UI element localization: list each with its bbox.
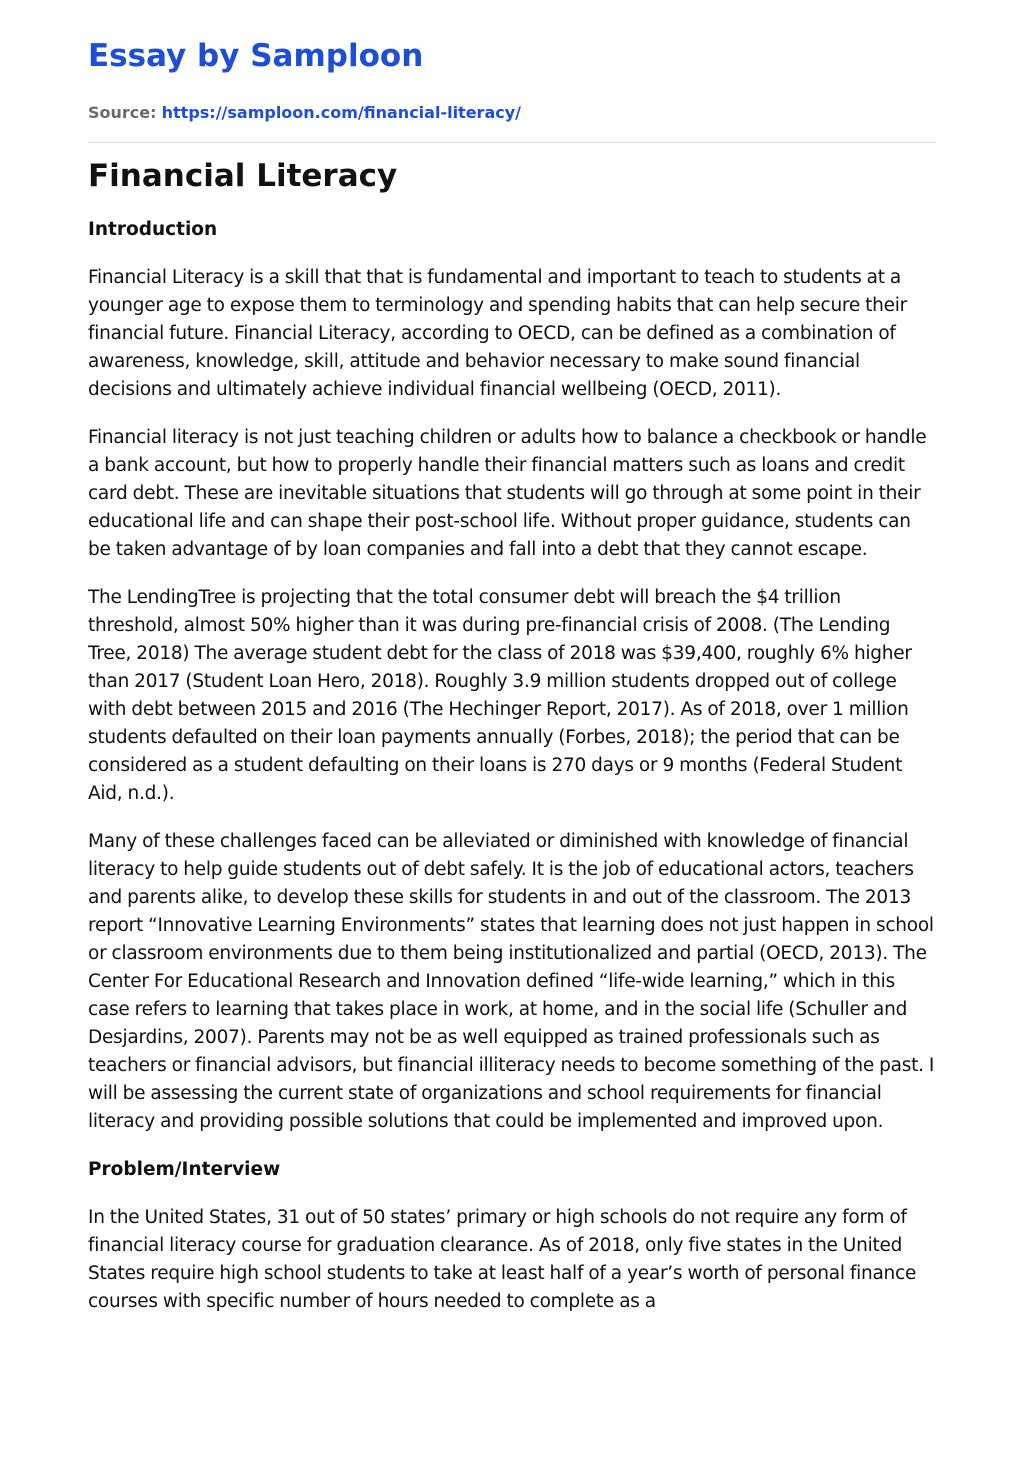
paragraph: In the United States, 31 out of 50 states’ primary or high schools do not require any form of financial literacy course for graduation clearance. As of 2018, only five states in the United States require high school students to take at least half of a year’s worth of personal finance courses with specific number of hours needed to complete as a	[88, 1207, 917, 1312]
source-link[interactable]: https://samploon.com/financial-literacy/	[161, 103, 521, 122]
section-heading-introduction: Introduction	[88, 219, 218, 240]
essay-title: Financial Literacy	[88, 158, 398, 194]
header-divider	[88, 142, 936, 143]
paragraph: The LendingTree is projecting that the total consumer debt will breach the $4 trillion threshold, almost 50% higher than it was during pre-financial crisis of 2008. (The Lending Tree, 2018) The average student debt for the class of 2018 was $39,400, roughly 6% higher than 2017 (Student Loan Hero, 2018). Roughly 3.9 million students dropped out of college with debt between 2015 and 2016 (The Hechinger Report, 2017). As of 2018, over 1 million students defaulted on their loan payments annually (Forbes, 2018); the period that can be considered as a student defaulting on their loans is 270 days or 9 months (Federal Student Aid, n.d.).	[88, 587, 912, 804]
brand-title: Essay by Samploon	[88, 38, 424, 74]
paragraph: Financial Literacy is a skill that that is fundamental and important to teach to students at a younger age to expose them to terminology and spending habits that can help secure their financial future. Financial Literacy, according to OECD, can be defined as a combination of awareness, knowledge, skill, attitude and behavior necessary to make sound financial decisions and ultimately achieve individual financial wellbeing (OECD, 2011).	[88, 267, 908, 400]
essay-body	[88, 216, 936, 1336]
source-label: Source:	[88, 103, 157, 122]
source-line	[88, 101, 521, 125]
paragraph: Financial literacy is not just teaching children or adults how to balance a checkbook or handle a bank account, but how to properly handle their financial matters such as loans and credit card debt. These are inevitable situations that students will go through at some point in their educational life and can shape their post-school life. Without proper guidance, students can be taken advantage of by loan companies and fall into a debt that they cannot escape.	[88, 427, 927, 560]
paragraph: Many of these challenges faced can be alleviated or diminished with knowledge of financial literacy to help guide students out of debt safely. It is the job of educational actors, teachers and parents alike, to develop these skills for students in and out of the classroom. The 2013 report “Innovative Learning Environments” states that learning does not just happen in school or classroom environments due to them being institutionalized and partial (OECD, 2013). The Center For Educational Research and Innovation defined “life-wide learning,” which in this case refers to learning that takes place in work, at home, and in the social life (Schuller and Desjardins, 2007). Parents may not be as well equipped as trained professionals such as teachers or financial advisors, but financial illiteracy needs to become something of the past. I will be assessing the current state of organizations and school requirements for financial literacy and providing possible solutions that could be implemented and improved upon.	[88, 831, 935, 1132]
section-heading-problem-interview: Problem/Interview	[88, 1159, 281, 1180]
